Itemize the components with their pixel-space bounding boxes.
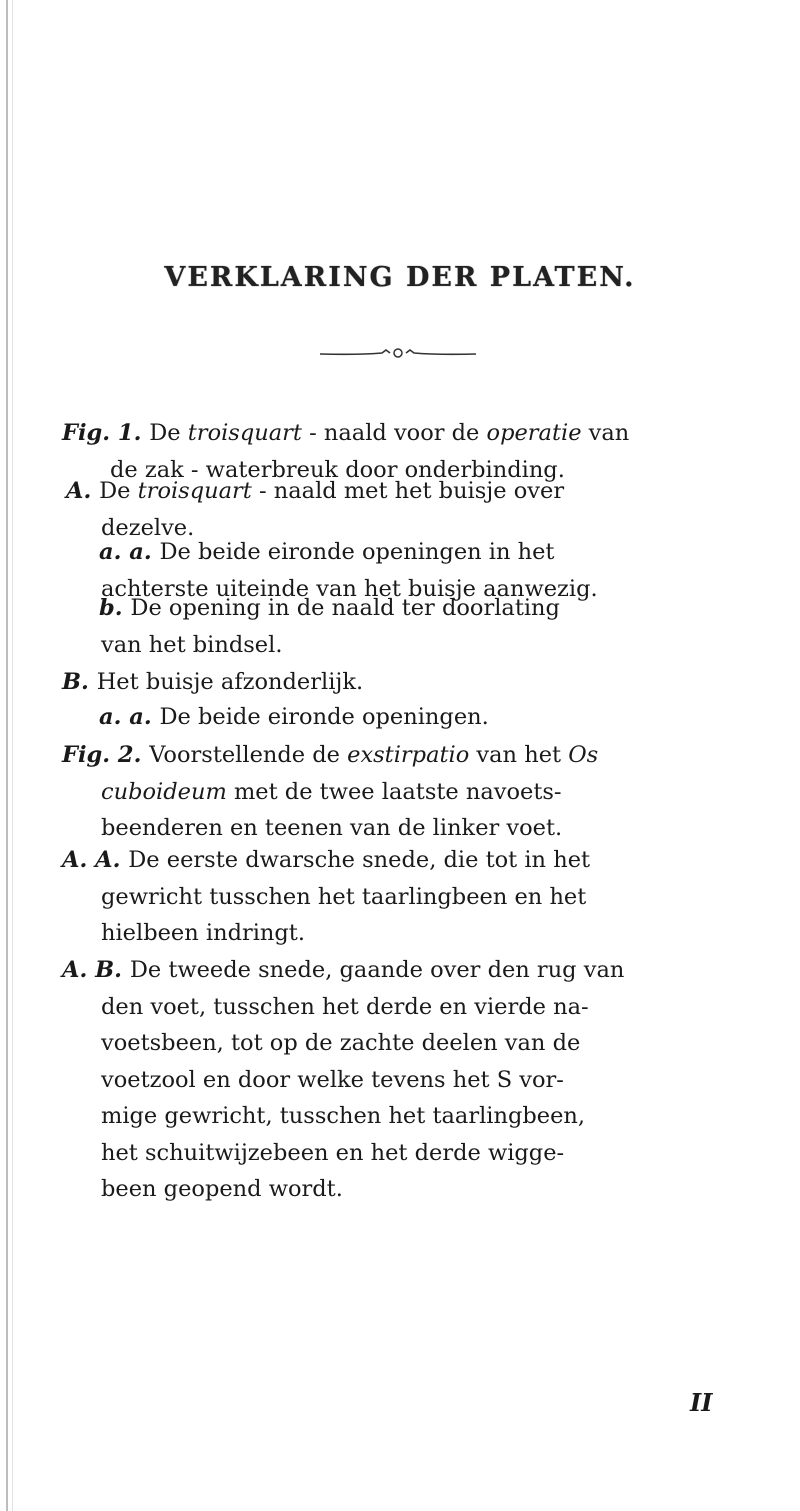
- text-segment: De beide eironde openingen.: [159, 704, 489, 730]
- text-segment: - naald voor de: [301, 420, 487, 446]
- text-line: [62, 418, 629, 448]
- text-segment: den voet, tusschen het derde en vierde na-: [101, 993, 589, 1020]
- text-segment: achterste uiteinde van het buisje aanwezig.: [101, 575, 598, 602]
- text-line: [62, 845, 590, 875]
- text-segment: van het: [469, 742, 569, 768]
- text-line: [62, 740, 598, 770]
- text-segment: voetzool en door welke tevens het S vor-: [101, 1066, 564, 1093]
- text-line: [62, 667, 363, 697]
- text-line: [66, 476, 564, 506]
- italic-term: operatie: [486, 420, 582, 446]
- text-segment: Voorstellende de: [149, 742, 348, 768]
- page-edge-line-inner: [12, 0, 13, 1511]
- text-segment: met de twee laatste navoets-: [226, 778, 562, 805]
- entry-label: b.: [99, 595, 131, 621]
- text-line: [99, 702, 489, 732]
- text-line: [101, 1174, 343, 1204]
- entry-label: Fig. 1.: [62, 420, 150, 446]
- text-segment: van: [581, 420, 630, 446]
- text-segment: hielbeen indringt.: [101, 920, 306, 946]
- text-line: [101, 992, 589, 1022]
- text-line: [101, 1138, 564, 1168]
- text-line: [99, 593, 560, 623]
- text-segment: - naald met het buisje over: [251, 478, 565, 504]
- text-segment: De: [149, 420, 188, 446]
- text-segment: Het buisje afzonderlijk.: [96, 669, 364, 695]
- catchword: II: [690, 1388, 713, 1417]
- entry-label: A. B.: [62, 957, 130, 983]
- text-line: [101, 1028, 580, 1058]
- text-line: [101, 882, 586, 912]
- page-edge-line: [6, 0, 8, 1511]
- text-segment: De opening in de naald ter doorlating: [130, 595, 560, 621]
- italic-term: troisquart: [187, 420, 302, 446]
- text-segment: voetsbeen, tot op de zachte deelen van de: [101, 1030, 581, 1056]
- entry-label: a. a.: [99, 704, 160, 730]
- text-line: [101, 918, 305, 948]
- text-segment: beenderen en teenen van de linker voet.: [101, 815, 563, 841]
- text-segment: van het bindsel.: [101, 631, 283, 658]
- text-segment: De tweede snede, gaande over den rug van: [129, 957, 625, 983]
- text-line: [101, 1101, 585, 1131]
- text-segment: dezelve.: [101, 514, 195, 541]
- italic-term: cuboideum: [101, 778, 227, 805]
- page-heading: VERKLARING DER PLATEN.: [164, 262, 636, 293]
- text-line: [101, 777, 562, 807]
- text-segment: been geopend wordt.: [101, 1176, 343, 1202]
- text-segment: de zak - waterbreuk door onderbinding.: [110, 456, 565, 483]
- text-segment: het schuitwijzebeen en het derde wigge-: [101, 1139, 565, 1166]
- italic-term: troisquart: [137, 478, 252, 504]
- text-segment: De eerste dwarsche snede, die tot in het: [128, 847, 591, 873]
- text-segment: De: [99, 478, 138, 504]
- text-segment: mige gewricht, tusschen het taarlingbeen,: [101, 1103, 586, 1129]
- text-line: [62, 955, 624, 985]
- text-line: [101, 630, 282, 660]
- entry-label: A.: [66, 478, 100, 504]
- entry-label: a. a.: [99, 539, 160, 565]
- entry-label: Fig. 2.: [62, 742, 150, 768]
- text-segment: De beide eironde openingen in het: [159, 539, 555, 565]
- text-line: [101, 813, 562, 843]
- divider-ornament: [318, 346, 478, 360]
- entry-label: B.: [62, 669, 97, 695]
- italic-term: Os: [568, 742, 599, 768]
- text-line: [99, 537, 554, 567]
- text-line: [101, 1065, 564, 1095]
- text-segment: gewricht tusschen het taarlingbeen en het: [101, 883, 587, 910]
- italic-term: exstirpatio: [347, 742, 470, 768]
- entry-label: A. A.: [62, 847, 129, 873]
